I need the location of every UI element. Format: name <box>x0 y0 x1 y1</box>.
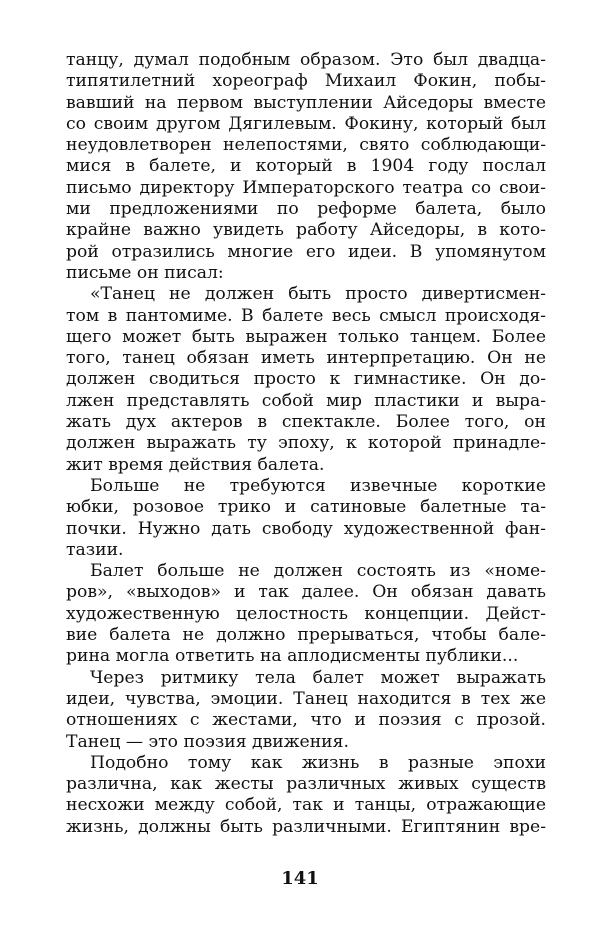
paragraph <box>66 753 546 838</box>
text-line: должен выражать ту эпоху, к которой принадле- <box>66 433 546 454</box>
text-line: тазии. <box>66 539 124 560</box>
paragraph <box>66 284 546 476</box>
text-line: должен сводиться просто к гимнастике. Он до- <box>66 369 546 390</box>
text-line: Балет больше не должен состоять из «номе- <box>90 561 546 582</box>
text-line: юбки, розовое трико и сатиновые балетные та- <box>66 497 546 518</box>
text-line: ми предложениями по реформе балета, было <box>66 199 546 220</box>
paragraph <box>66 50 546 284</box>
text-line: несхожи между собой, так и танцы, отражающие <box>66 795 546 816</box>
text-line: Подобно тому как жизнь в разные эпохи <box>90 752 546 773</box>
text-line: различна, как жесты различных живых существ <box>66 774 546 795</box>
text-line: жит время действия балета. <box>66 454 325 475</box>
text-line: вие балета не должно прерываться, чтобы бале- <box>66 625 546 646</box>
text-line: «Танец не должен быть просто дивертисмен- <box>90 284 546 305</box>
text-line: Через ритмику тела балет может выражать <box>90 667 546 688</box>
text-line: том в пантомиме. В балете весь смысл происходя- <box>66 305 546 326</box>
text-line: крайне важно увидеть работу Айседоры, в кото- <box>66 220 546 241</box>
page-number: 141 <box>281 868 319 889</box>
text-line: художественную целостность концепции. Дейст- <box>66 603 546 624</box>
text-line: письме он писал: <box>66 262 224 283</box>
text-line: ров», «выходов» и так далее. Он обязан давать <box>66 582 546 603</box>
text-line: жать дух актеров в спектакле. Более того, он <box>66 412 546 433</box>
text-line: мися в балете, и который в 1904 году послал <box>66 156 546 177</box>
text-line: Танец — это поэзия движения. <box>66 731 349 752</box>
text-line: жизнь, должны быть различными. Египтянин вре- <box>66 816 546 837</box>
text-line: танцу, думал подобным образом. Это был двадца- <box>66 50 546 70</box>
text-line: рина могла ответить на аплодисменты публики... <box>66 646 519 667</box>
text-line: неудовлетворен нелепостями, свято соблюдающи- <box>66 135 546 156</box>
text-line: идеи, чувства, эмоции. Танец находится в тех же <box>66 688 546 709</box>
text-line: щего может быть выражен только танцем. Более <box>66 326 546 347</box>
paragraph <box>66 561 546 667</box>
paragraph <box>66 476 546 561</box>
text-line: рой отразились многие его идеи. В упомянутом <box>66 241 546 262</box>
text-line: лжен представлять собой мир пластики и выра- <box>66 390 546 411</box>
text-line: типятилетний хореограф Михаил Фокин, побы- <box>66 71 546 92</box>
text-line: письмо директору Императорского театра со свои- <box>66 177 546 198</box>
text-line: вавший на первом выступлении Айседоры вместе <box>66 92 546 113</box>
text-line: почки. Нужно дать свободу художественной фан- <box>66 518 546 539</box>
text-line: того, танец обязан иметь интерпретацию. Он не <box>66 348 546 369</box>
paragraph <box>66 668 546 753</box>
body-text <box>66 50 546 838</box>
text-line: Больше не требуются извечные короткие <box>90 475 546 496</box>
text-line: со своим другом Дягилевым. Фокину, который был <box>66 113 546 134</box>
text-line: отношениях с жестами, что и поэзия с прозой. <box>66 710 546 731</box>
